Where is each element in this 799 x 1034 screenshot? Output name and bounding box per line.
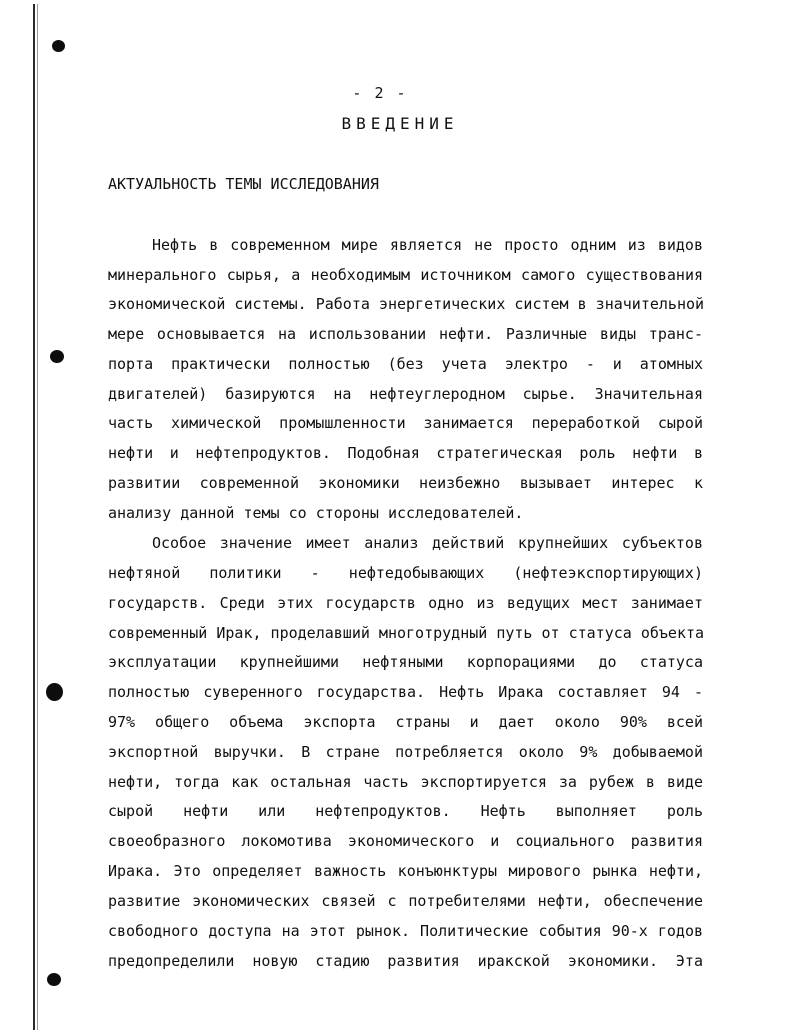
text-line: свободного доступа на этот рынок. Политические события 90-х годов — [108, 922, 703, 940]
text-line: нефти и нефтепродуктов. Подобная стратегическая роль нефти в — [108, 444, 703, 462]
text-line: анализу данной темы со стороны исследователей. — [108, 504, 524, 522]
text-line: государств. Среди этих государств одно из ведущих мест занимает — [108, 594, 703, 612]
text-line: минерального сырья, а необходимым источником самого существования — [108, 266, 703, 284]
text-line: сырой нефти или нефтепродуктов. Нефть выполняет роль — [108, 802, 703, 820]
punch-hole-mark — [47, 973, 61, 986]
text-line: мере основывается на использовании нефти. Различные виды транс- — [108, 325, 703, 343]
text-line: двигателей) базируются на нефтеуглеродном сырье. Значительная — [108, 385, 703, 403]
punch-hole-mark — [52, 40, 65, 52]
text-line: Ирака. Это определяет важность конъюнктуры мирового рынка нефти, — [108, 862, 703, 880]
text-line: нефти, тогда как остальная часть экспортируется за рубеж в виде — [108, 773, 703, 791]
punch-hole-mark — [46, 683, 63, 701]
binding-edge-line — [33, 4, 35, 1030]
text-line: современный Ирак, проделавший многотрудный путь от статуса объекта — [108, 624, 705, 642]
punch-hole-mark — [50, 350, 64, 363]
text-line: 97% общего объема экспорта страны и дает около 90% всей — [108, 713, 703, 731]
binding-edge-shadow — [37, 4, 38, 1030]
page-number: - 2 - — [352, 84, 408, 102]
text-line: нефтяной политики - нефтедобывающих (нефтеэкспортирующих) — [108, 564, 703, 582]
text-line: развитии современной экономики неизбежно вызывает интерес к — [108, 474, 703, 492]
text-line: эксплуатации крупнейшими нефтяными корпорациями до статуса — [108, 653, 703, 671]
text-line: развитие экономических связей с потребителями нефти, обеспечение — [108, 892, 703, 910]
text-line: предопределили новую стадию развития иракской экономики. Эта — [108, 952, 703, 970]
text-line: своеобразного локомотива экономического и социального развития — [108, 832, 703, 850]
text-line: полностью суверенного государства. Нефть Ирака составляет 94 - — [108, 683, 703, 701]
text-line: порта практически полностью (без учета электро - и атомных — [108, 355, 703, 373]
text-line: экономической системы. Работа энергетических систем в значительной — [108, 295, 705, 313]
section-heading: АКТУАЛЬНОСТЬ ТЕМЫ ИССЛЕДОВАНИЯ — [108, 175, 379, 193]
text-line: Нефть в современном мире является не просто одним из видов — [152, 236, 703, 254]
text-line: часть химической промышленности занимается переработкой сырой — [108, 414, 703, 432]
text-line: экспортной выручки. В стране потребляется около 9% добываемой — [108, 743, 703, 761]
intro-heading: ВВЕДЕНИЕ — [341, 114, 459, 133]
text-line: Особое значение имеет анализ действий крупнейших субъектов — [152, 534, 703, 552]
